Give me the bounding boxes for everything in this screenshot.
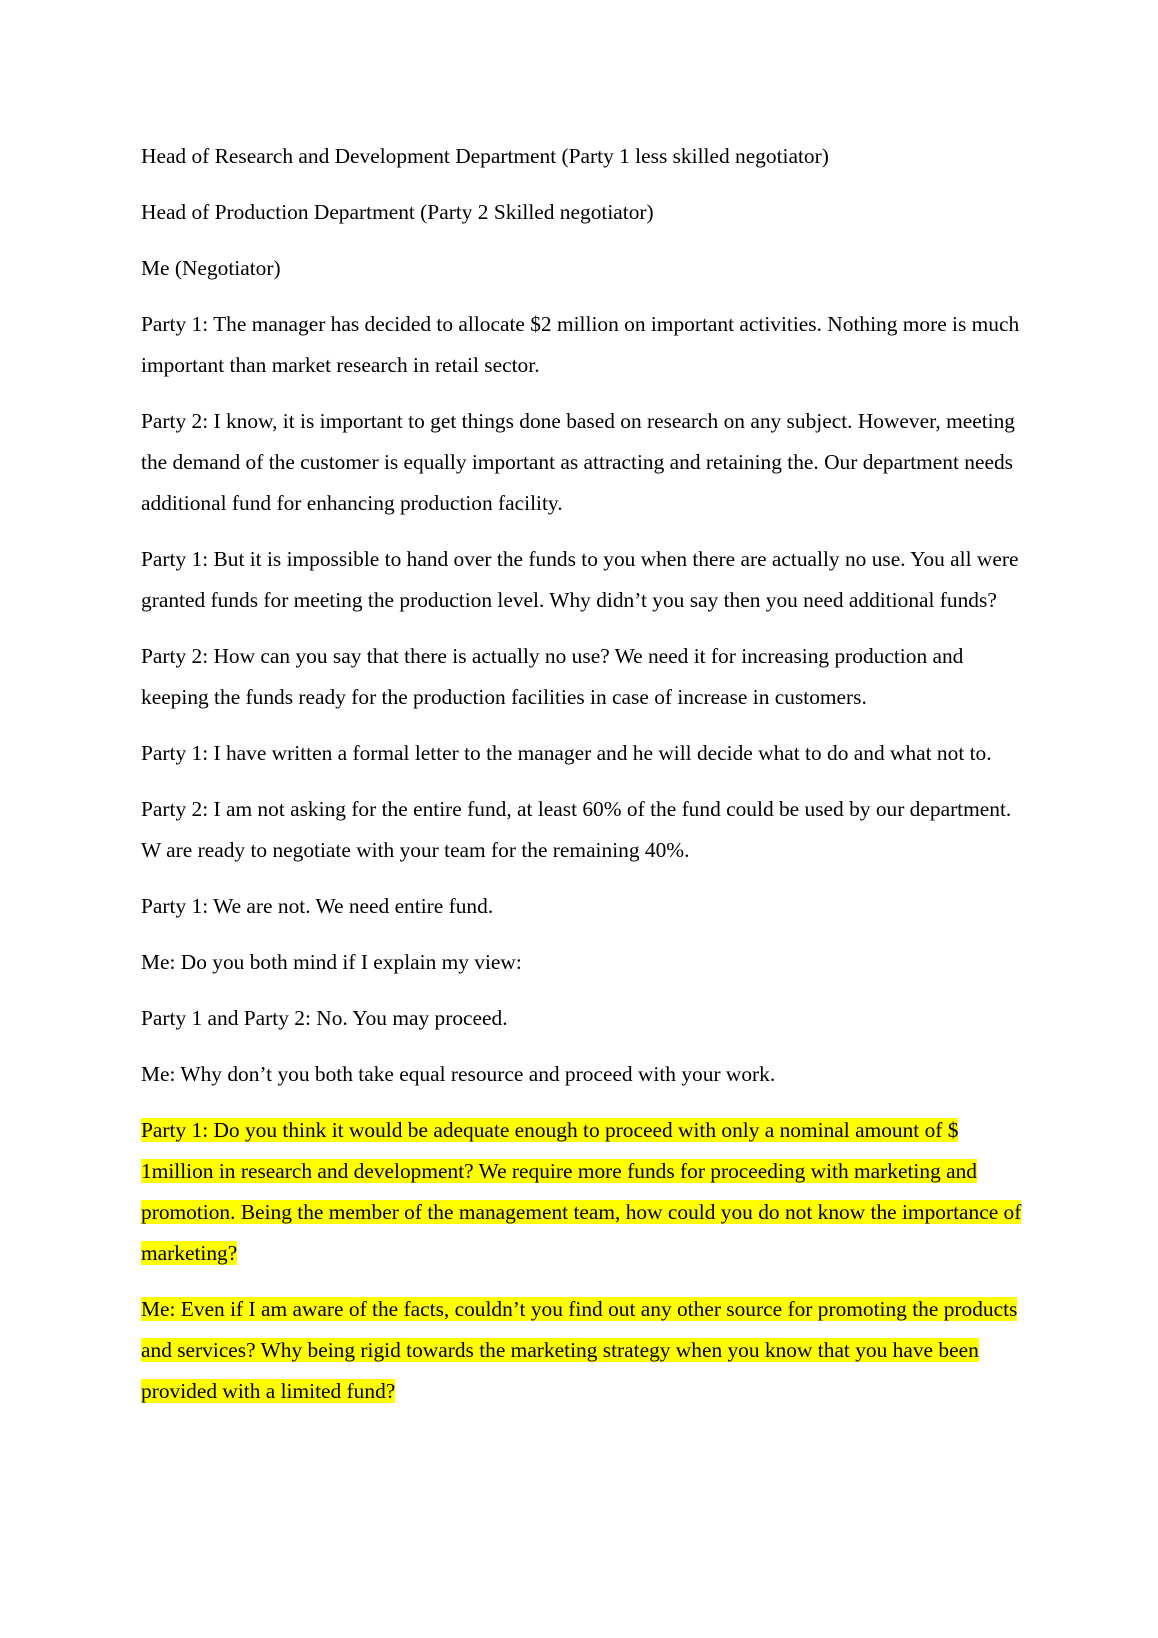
dialogue-line <box>141 942 1031 983</box>
dialogue-line <box>141 733 1031 774</box>
document-body <box>141 136 1031 1427</box>
paragraph-text: Party 1: The manager has decided to allocate $2 million on important activities. Nothing more is much important than market research in retail sector. <box>141 312 1020 377</box>
paragraph-text: Party 1 and Party 2: No. You may proceed. <box>141 1006 508 1030</box>
paragraph-text: Party 2: I am not asking for the entire fund, at least 60% of the fund could be used by our department. W are ready to negotiate with your team for the remaining 40%. <box>141 797 1012 862</box>
dialogue-line <box>141 304 1031 386</box>
paragraph-text: Party 2: How can you say that there is actually no use? We need it for increasing production and keeping the funds ready for the production facilities in case of increase in customers. <box>141 644 964 709</box>
dialogue-line <box>141 886 1031 927</box>
paragraph-text: Me: Do you both mind if I explain my view: <box>141 950 522 974</box>
dialogue-line <box>141 539 1031 621</box>
paragraph-text: Party 1: But it is impossible to hand over the funds to you when there are actually no use. You all were granted funds for meeting the production level. Why didn’t you say then you need additional funds? <box>141 547 1019 612</box>
dialogue-line <box>141 636 1031 718</box>
dialogue-line <box>141 998 1031 1039</box>
highlighted-dialogue-line <box>141 1289 1031 1412</box>
paragraph-text: Head of Research and Development Department (Party 1 less skilled negotiator) <box>141 144 829 168</box>
paragraph-text: Party 2: I know, it is important to get things done based on research on any subject. However, meeting the demand of the customer is equally important as attracting and retaining the. Our department needs additional fund for enhancing production facility. <box>141 409 1015 515</box>
role-party-2 <box>141 192 1031 233</box>
paragraph-text: Party 1: We are not. We need entire fund. <box>141 894 494 918</box>
role-negotiator <box>141 248 1031 289</box>
paragraph-text: Me (Negotiator) <box>141 256 281 280</box>
dialogue-line <box>141 789 1031 871</box>
role-party-1 <box>141 136 1031 177</box>
highlighted-text: Party 1: Do you think it would be adequate enough to proceed with only a nominal amount of $ 1million in research and development? We require more funds for proceeding with marketing and promotion. Being the member of the management team, how could you do not know the importance of marketing? <box>141 1118 1022 1265</box>
paragraph-text: Me: Why don’t you both take equal resource and proceed with your work. <box>141 1062 776 1086</box>
paragraph-text: Party 1: I have written a formal letter to the manager and he will decide what to do and what not to. <box>141 741 992 765</box>
dialogue-line <box>141 401 1031 524</box>
paragraph-text: Head of Production Department (Party 2 Skilled negotiator) <box>141 200 654 224</box>
dialogue-line <box>141 1054 1031 1095</box>
highlighted-text: Me: Even if I am aware of the facts, couldn’t you find out any other source for promoting the products and services? Why being rigid towards the marketing strategy when you know that you have been provided with a limited fund? <box>141 1297 1018 1403</box>
highlighted-dialogue-line <box>141 1110 1031 1274</box>
